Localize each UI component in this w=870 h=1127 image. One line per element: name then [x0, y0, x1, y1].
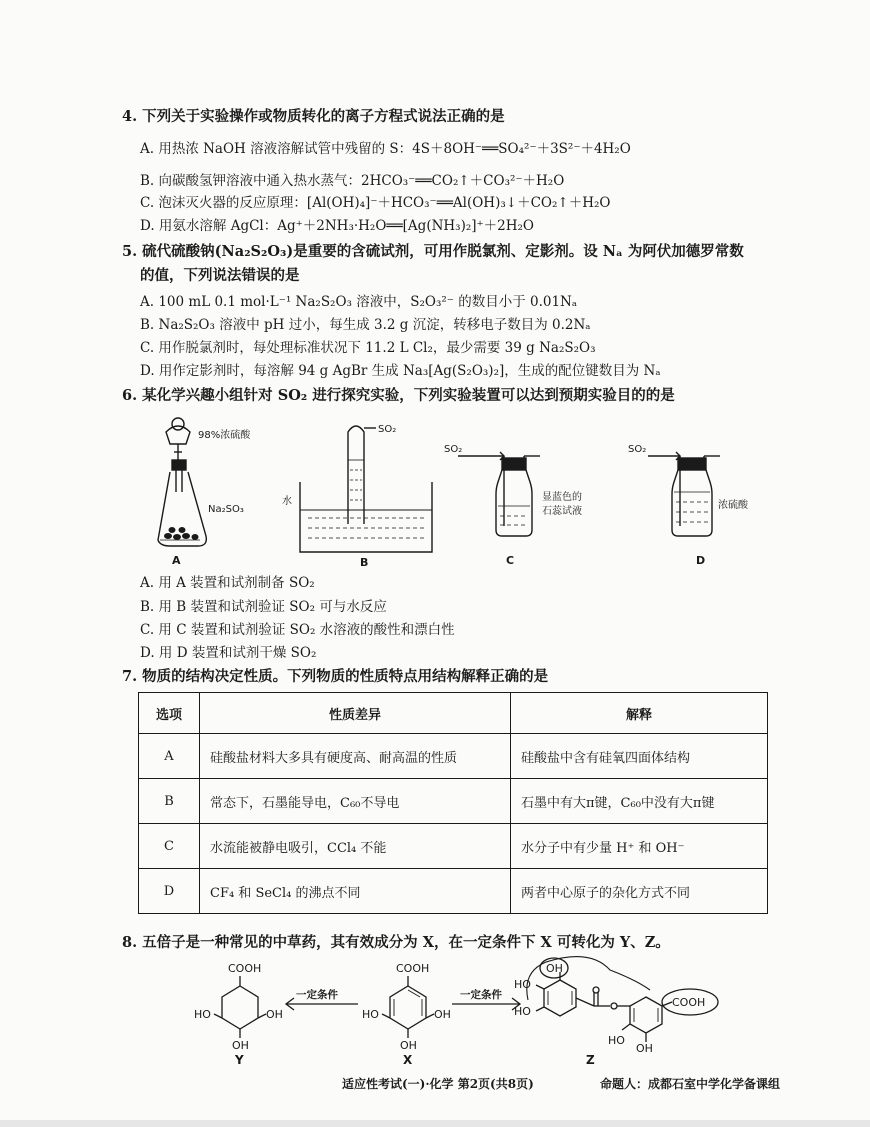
q4-option-b: B. 向碳酸氢钾溶液中通入热水蒸气：2HCO₃⁻══CO₂↑＋CO₃²⁻＋H₂O: [140, 173, 565, 189]
q5-option-b: B. Na₂S₂O₃ 溶液中 pH 过小，每生成 3.2 g 沉淀，转移电子数目为 0.2Nₐ: [140, 317, 591, 333]
label-a-reagent: 98%浓硫酸: [198, 430, 251, 441]
page-bottom-edge: [0, 1120, 870, 1127]
z-cooh: COOH: [672, 996, 706, 1009]
y-oh-right: OH: [266, 1008, 283, 1021]
q6-stem: 6. 某化学兴趣小组针对 SO₂ 进行探究实验，下列实验装置可以达到预期实验目的的是: [122, 387, 675, 404]
condition-left: 一定条件: [296, 989, 338, 1001]
z-oh-bottom: OH: [636, 1042, 653, 1055]
label-y: Y: [235, 1053, 244, 1067]
row-property: CF₄ 和 SeCl₄ 的沸点不同: [200, 869, 511, 914]
row-option: D: [139, 869, 200, 914]
q6-option-c: C. 用 C 装置和试剂验证 SO₂ 水溶液的酸性和漂白性: [140, 622, 455, 638]
table-row: [139, 869, 768, 914]
row-explanation: 两者中心原子的杂化方式不同: [511, 869, 768, 914]
q6-option-d: D. 用 D 装置和试剂干燥 SO₂: [140, 645, 317, 661]
row-option: C: [139, 824, 200, 869]
label-a-solid: Na₂SO₃: [208, 504, 244, 515]
q6-option-b: B. 用 B 装置和试剂验证 SO₂ 可与水反应: [140, 599, 387, 615]
apparatus-b: [300, 426, 432, 552]
y-ho-left: HO: [194, 1008, 211, 1021]
header-property: 性质差异: [200, 693, 511, 734]
label-d-reagent: 浓硫酸: [718, 500, 748, 511]
footer-author: 命题人：成都石室中学化学备课组: [600, 1077, 781, 1091]
label-x: X: [403, 1053, 413, 1067]
q7-table: [138, 692, 768, 914]
apparatus-d: [648, 452, 720, 536]
y-oh-bottom: OH: [232, 1039, 249, 1052]
table-row: [139, 734, 768, 779]
q6-option-a: A. 用 A 装置和试剂制备 SO₂: [140, 575, 315, 591]
row-option: B: [139, 779, 200, 824]
z-ho-bottom: HO: [608, 1034, 625, 1047]
caption-b: B: [360, 556, 369, 569]
header-explanation: 解释: [511, 693, 768, 734]
label-d-gas: SO₂: [628, 444, 647, 455]
q5-option-d: D. 用作定影剂时，每溶解 94 g AgBr 生成 Na₃[Ag(S₂O₃)₂]，生成的配位键数目为 Nₐ: [140, 363, 661, 379]
q4-option-d: D. 用氨水溶解 AgCl：Ag⁺＋2NH₃·H₂O══[Ag(NH₃)₂]⁺＋2H₂O: [140, 218, 534, 234]
z-ring-right: [630, 997, 662, 1033]
row-property: 硅酸盐材料大多具有硬度高、耐高温的性质: [200, 734, 511, 779]
caption-a: A: [172, 554, 181, 567]
table-row: [139, 779, 768, 824]
z-ho-1: HO: [514, 978, 531, 991]
condition-right: 一定条件: [460, 989, 502, 1001]
row-explanation: 水分子中有少量 H⁺ 和 OH⁻: [511, 824, 768, 869]
x-cooh: COOH: [396, 962, 430, 975]
label-b-water: 水: [282, 496, 292, 507]
z-ho-2: HO: [514, 1005, 531, 1018]
row-property: 常态下，石墨能导电，C₆₀不导电: [200, 779, 511, 824]
table-header-row: [139, 693, 768, 734]
row-explanation: 石墨中有大π键，C₆₀中没有大π键: [511, 779, 768, 824]
q4-option-a: A. 用热浓 NaOH 溶液溶解试管中残留的 S：4S＋8OH⁻══SO₄²⁻＋3S²⁻＋4H₂O: [140, 141, 631, 157]
footer-page-info: 适应性考试(一)·化学 第2页(共8页): [342, 1077, 534, 1091]
label-z: Z: [586, 1053, 595, 1067]
q8-stem: 8. 五倍子是一种常见的中草药，其有效成分为 X，在一定条件下 X 可转化为 Y、Z。: [122, 934, 670, 951]
q8-structure-figure: [190, 952, 730, 1070]
table-row: [139, 824, 768, 869]
z-oh-top: OH: [546, 962, 563, 975]
q4-stem: 4. 下列关于实验操作或物质转化的离子方程式说法正确的是: [122, 108, 505, 125]
apparatus-c: [458, 452, 540, 536]
label-b-gas: SO₂: [378, 424, 397, 435]
z-ring-left: [544, 980, 576, 1016]
q6-apparatus-figure: [140, 412, 760, 572]
x-ho-left: HO: [362, 1008, 379, 1021]
caption-d: D: [696, 554, 706, 567]
q5-option-a: A. 100 mL 0.1 mol·L⁻¹ Na₂S₂O₃ 溶液中，S₂O₃²⁻ 的数目小于 0.01Nₐ: [140, 294, 578, 310]
q4-option-c: C. 泡沫灭火器的反应原理：[Al(OH)₄]⁻＋HCO₃⁻══Al(OH)₃↓＋CO₂↑＋H₂O: [140, 195, 611, 211]
q5-option-c: C. 用作脱氯剂时，每处理标准状况下 11.2 L Cl₂，最少需要 39 g Na₂S₂O₃: [140, 340, 596, 356]
y-cooh: COOH: [228, 962, 262, 975]
q5-stem-line2: 的值，下列说法错误的是: [140, 267, 300, 284]
label-c-gas: SO₂: [444, 444, 463, 455]
label-c-reagent-1: 显蓝色的: [542, 492, 582, 503]
row-property: 水流能被静电吸引，CCl₄ 不能: [200, 824, 511, 869]
row-explanation: 硅酸盐中含有硅氧四面体结构: [511, 734, 768, 779]
q5-stem-line1: 5. 硫代硫酸钠(Na₂S₂O₃)是重要的含硫试剂，可用作脱氯剂、定影剂。设 Nₐ 为阿伏加德罗常数: [122, 243, 744, 260]
caption-c: C: [506, 554, 515, 567]
y-ring: [222, 986, 258, 1029]
x-oh-right: OH: [434, 1008, 451, 1021]
row-option: A: [139, 734, 200, 779]
q7-stem: 7. 物质的结构决定性质。下列物质的性质特点用结构解释正确的是: [122, 668, 549, 685]
header-option: 选项: [139, 693, 200, 734]
label-c-reagent-2: 石蕊试液: [542, 506, 582, 517]
x-ring: [390, 986, 426, 1029]
x-oh-bottom: OH: [400, 1039, 417, 1052]
